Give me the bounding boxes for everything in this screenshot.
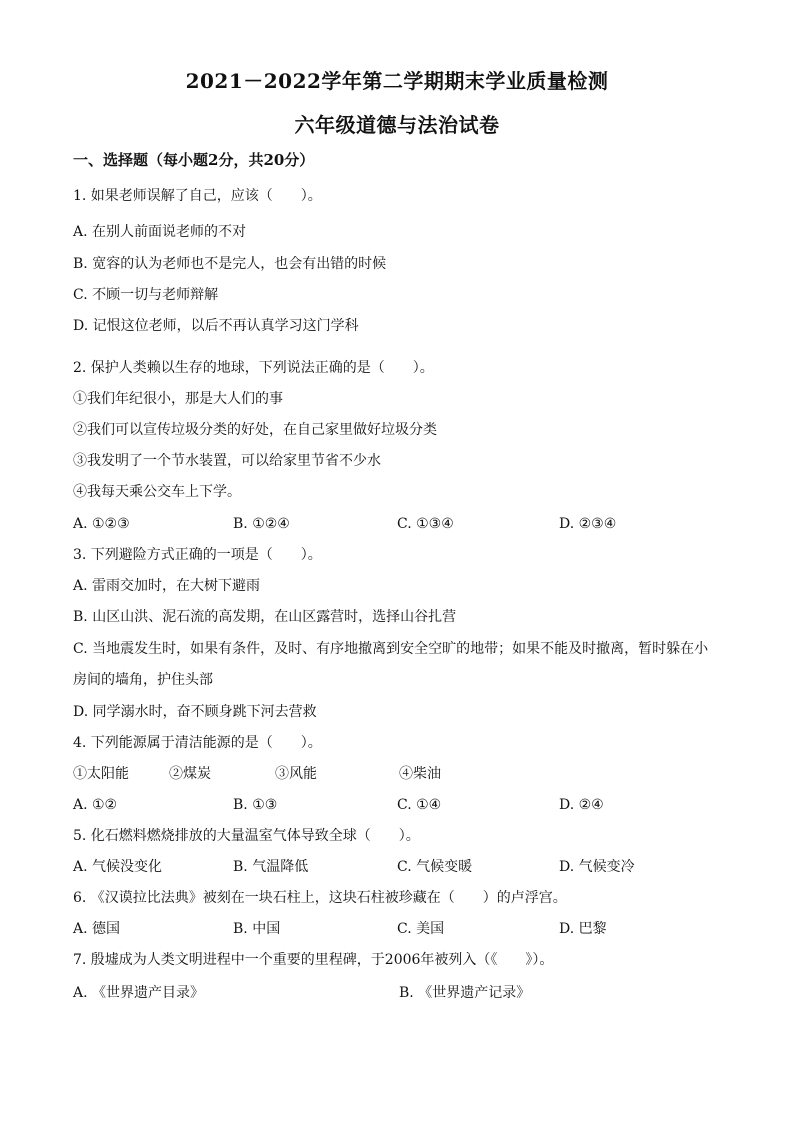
section-heading: 一、选择题（每小题2分，共20分） (73, 151, 315, 169)
question-4-item-2: ②煤炭 (169, 766, 211, 782)
question-2-stem: 2. 保护人类赖以生存的地球，下列说法正确的是（ ）。 (73, 360, 434, 376)
question-2-option-a: A. ①②③ (73, 516, 130, 532)
question-3-stem: 3. 下列避险方式正确的一项是（ ）。 (73, 547, 322, 563)
question-5-option-d: D. 气候变冷 (559, 859, 635, 875)
question-2-statement-3: ③我发明了一个节水装置，可以给家里节省不少水 (73, 453, 381, 469)
question-2-statement-4: ④我每天乘公交车上下学。 (73, 484, 241, 500)
question-3-option-b: B. 山区山洪、泥石流的高发期，在山区露营时，选择山谷扎营 (73, 609, 457, 625)
question-3-option-d: D. 同学溺水时，奋不顾身跳下河去营救 (73, 704, 317, 720)
question-6-option-a: A. 德国 (73, 921, 121, 937)
question-3-option-a: A. 雷雨交加时，在大树下避雨 (73, 578, 261, 594)
question-6-stem: 6. 《汉谟拉比法典》被刻在一块石柱上，这块石柱被珍藏在（ ）的卢浮宫。 (73, 890, 567, 906)
question-6-option-b: B. 中国 (233, 921, 281, 937)
question-2-option-c: C. ①③④ (397, 516, 454, 532)
question-6-option-d: D. 巴黎 (559, 921, 607, 937)
question-2-statement-1: ①我们年纪很小，那是大人们的事 (73, 391, 283, 407)
question-1-option-d: D. 记恨这位老师，以后不再认真学习这门学科 (73, 318, 359, 334)
question-2-statement-2: ②我们可以宣传垃圾分类的好处，在自己家里做好垃圾分类 (73, 422, 437, 438)
question-4-item-4: ④柴油 (399, 766, 441, 782)
question-6-options (73, 919, 734, 939)
question-5-stem: 5. 化石燃料燃烧排放的大量温室气体导致全球（ ）。 (73, 828, 420, 844)
question-4-option-b: B. ①③ (233, 797, 278, 813)
question-6-option-c: C. 美国 (397, 921, 445, 937)
question-2-option-b: B. ①②④ (233, 516, 290, 532)
question-4-option-a: A. ①② (73, 797, 118, 813)
question-4-option-c: C. ①④ (397, 797, 442, 813)
question-1-option-c: C. 不顾一切与老师辩解 (73, 287, 219, 303)
question-7-option-a: A. 《世界遗产目录》 (73, 985, 205, 1001)
question-1-option-b: B. 宽容的认为老师也不是完人，也会有出错的时候 (73, 256, 387, 272)
question-4-item-3: ③风能 (275, 766, 317, 782)
question-7-option-b: B. 《世界遗产记录》 (399, 985, 531, 1001)
question-3-option-c-continued: 房间的墙角，护住头部 (73, 672, 213, 688)
question-1-option-a: A. 在别人前面说老师的不对 (73, 224, 247, 240)
question-4-option-d: D. ②④ (559, 797, 604, 813)
question-4-items (73, 764, 734, 784)
exam-title: 2021－2022学年第二学期期末学业质量检测 (185, 69, 609, 93)
question-5-option-b: B. 气温降低 (233, 859, 309, 875)
question-5-options (73, 857, 734, 877)
question-7-options (73, 983, 734, 1003)
exam-subtitle: 六年级道德与法治试卷 (294, 113, 500, 137)
question-1-stem: 1. 如果老师误解了自己，应该（ ）。 (73, 188, 322, 204)
question-5-option-c: C. 气候变暖 (397, 859, 473, 875)
question-7-stem: 7. 殷墟成为人类文明进程中一个重要的里程碑，于2006年被列入（《 》）。 (73, 952, 554, 968)
question-2-option-d: D. ②③④ (559, 516, 617, 532)
question-3-option-c: C. 当地震发生时，如果有条件，及时、有序地撤离到安全空旷的地带；如果不能及时撤离，暂时躲在小 (73, 641, 709, 657)
question-2-options (73, 514, 734, 534)
question-5-option-a: A. 气候没变化 (73, 859, 163, 875)
question-4-stem: 4. 下列能源属于清洁能源的是（ ）。 (73, 735, 322, 751)
question-4-options (73, 795, 734, 815)
question-4-item-1: ①太阳能 (73, 766, 129, 782)
